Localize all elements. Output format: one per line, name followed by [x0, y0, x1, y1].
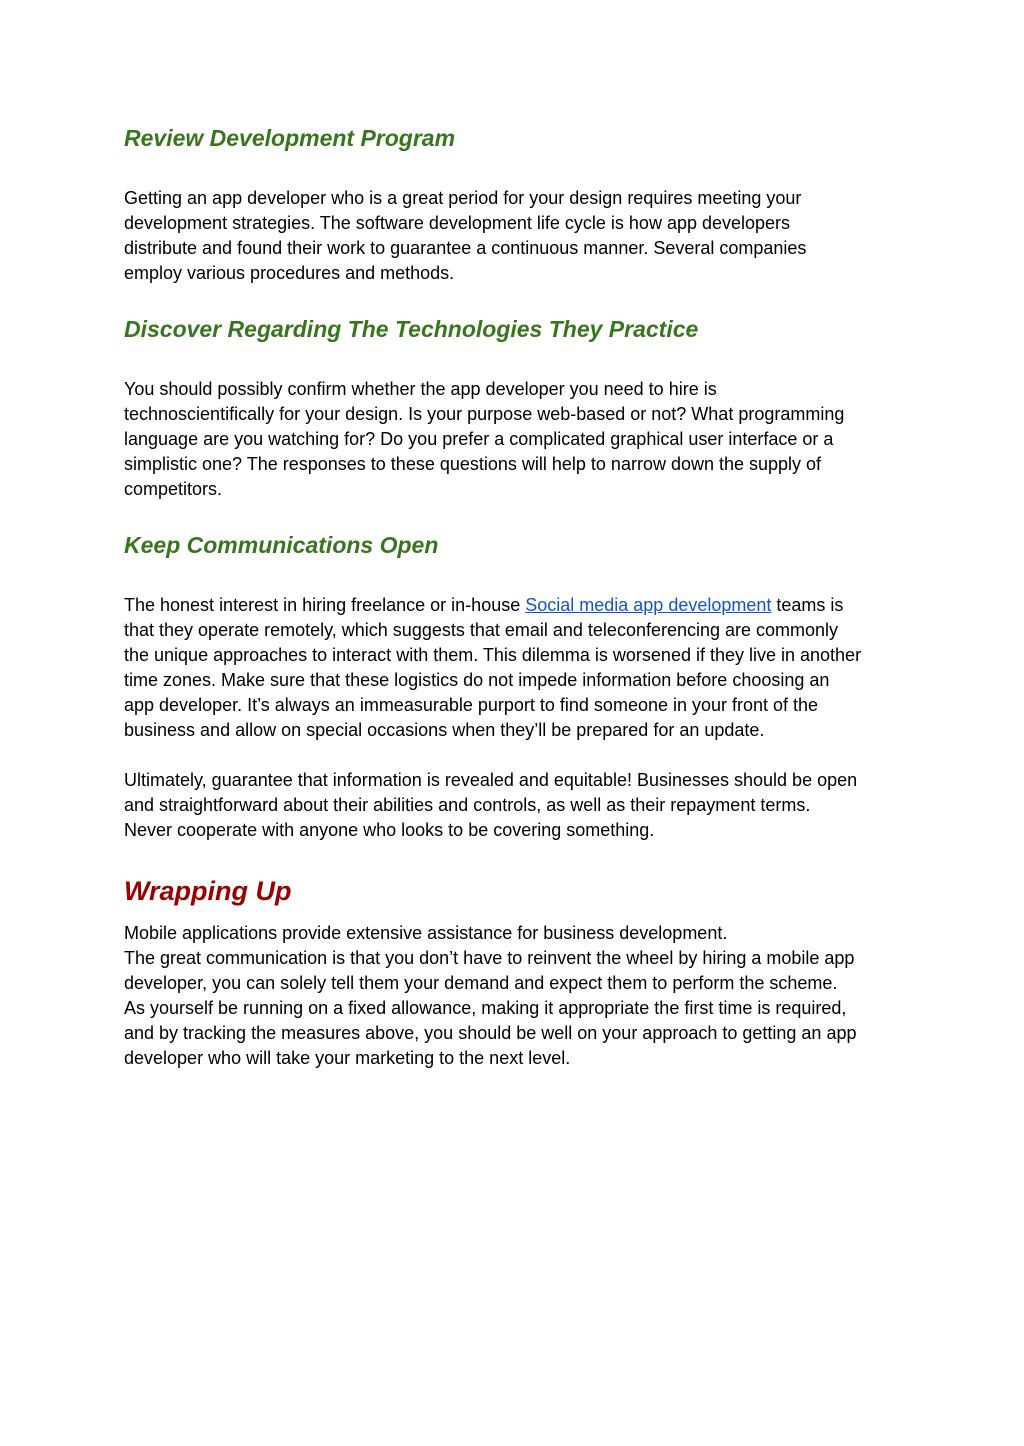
paragraph-line: distribute and found their work to guarantee a continuous manner. Several companies — [124, 238, 807, 258]
paragraph-line: Mobile applications provide extensive assistance for business development. — [124, 923, 728, 943]
paragraph-line: app developer. It’s always an immeasurable purport to find someone in your front of the — [124, 695, 819, 715]
paragraph-line: time zones. Make sure that these logistics do not impede information before choosing an — [124, 670, 830, 690]
paragraph-line: The great communication is that you don’t have to reinvent the wheel by hiring a mobile app — [124, 948, 855, 968]
paragraph-line: the unique approaches to interact with them. This dilemma is worsened if they live in another — [124, 645, 862, 665]
line-text-after-link: teams is — [771, 595, 844, 615]
paragraph-line: that they operate remotely, which suggests that email and teleconferencing are commonly — [124, 620, 839, 640]
paragraph-line: Ultimately, guarantee that information is revealed and equitable! Businesses should be open — [124, 770, 858, 790]
paragraph-line: As yourself be running on a fixed allowance, making it appropriate the first time is required, — [124, 998, 847, 1018]
paragraph-line: Never cooperate with anyone who looks to be covering something. — [124, 820, 655, 840]
paragraph-line: developer who will take your marketing to the next level. — [124, 1048, 571, 1068]
paragraph-communications-1 — [124, 593, 904, 743]
heading-review-development-program: Review Development Program — [124, 125, 456, 151]
paragraph-line: employ various procedures and methods. — [124, 263, 455, 283]
paragraph-review — [124, 186, 904, 286]
paragraph-line: and straightforward about their abilities and controls, as well as their repayment terms. — [124, 795, 811, 815]
paragraph-line: developer, you can solely tell them your demand and expect them to perform the scheme. — [124, 973, 838, 993]
paragraph-line: competitors. — [124, 479, 223, 499]
paragraph-line: You should possibly confirm whether the app developer you need to hire is — [124, 379, 717, 399]
paragraph-line: development strategies. The software development life cycle is how app developers — [124, 213, 791, 233]
paragraph-line: language are you watching for? Do you prefer a complicated graphical user interface or a — [124, 429, 834, 449]
heading-discover-technologies: Discover Regarding The Technologies They Practice — [124, 316, 699, 342]
heading-wrapping-up: Wrapping Up — [124, 876, 292, 906]
paragraph-wrapping-up — [124, 921, 904, 1071]
paragraph-line — [124, 593, 904, 618]
paragraph-line: simplistic one? The responses to these questions will help to narrow down the supply of — [124, 454, 822, 474]
line-text-before-link: The honest interest in hiring freelance or in-house — [124, 595, 526, 615]
paragraph-line: and by tracking the measures above, you should be well on your approach to getting an app — [124, 1023, 857, 1043]
paragraph-line: Getting an app developer who is a great period for your design requires meeting your — [124, 188, 802, 208]
paragraph-line: technoscientifically for your design. Is your purpose web-based or not? What programming — [124, 404, 845, 424]
paragraph-discover — [124, 377, 904, 502]
paragraph-line: business and allow on special occasions when they’ll be prepared for an update. — [124, 720, 765, 740]
social-media-app-development-link[interactable]: Social media app development — [525, 595, 772, 615]
heading-keep-communications-open: Keep Communications Open — [124, 532, 439, 558]
paragraph-communications-2 — [124, 768, 904, 843]
